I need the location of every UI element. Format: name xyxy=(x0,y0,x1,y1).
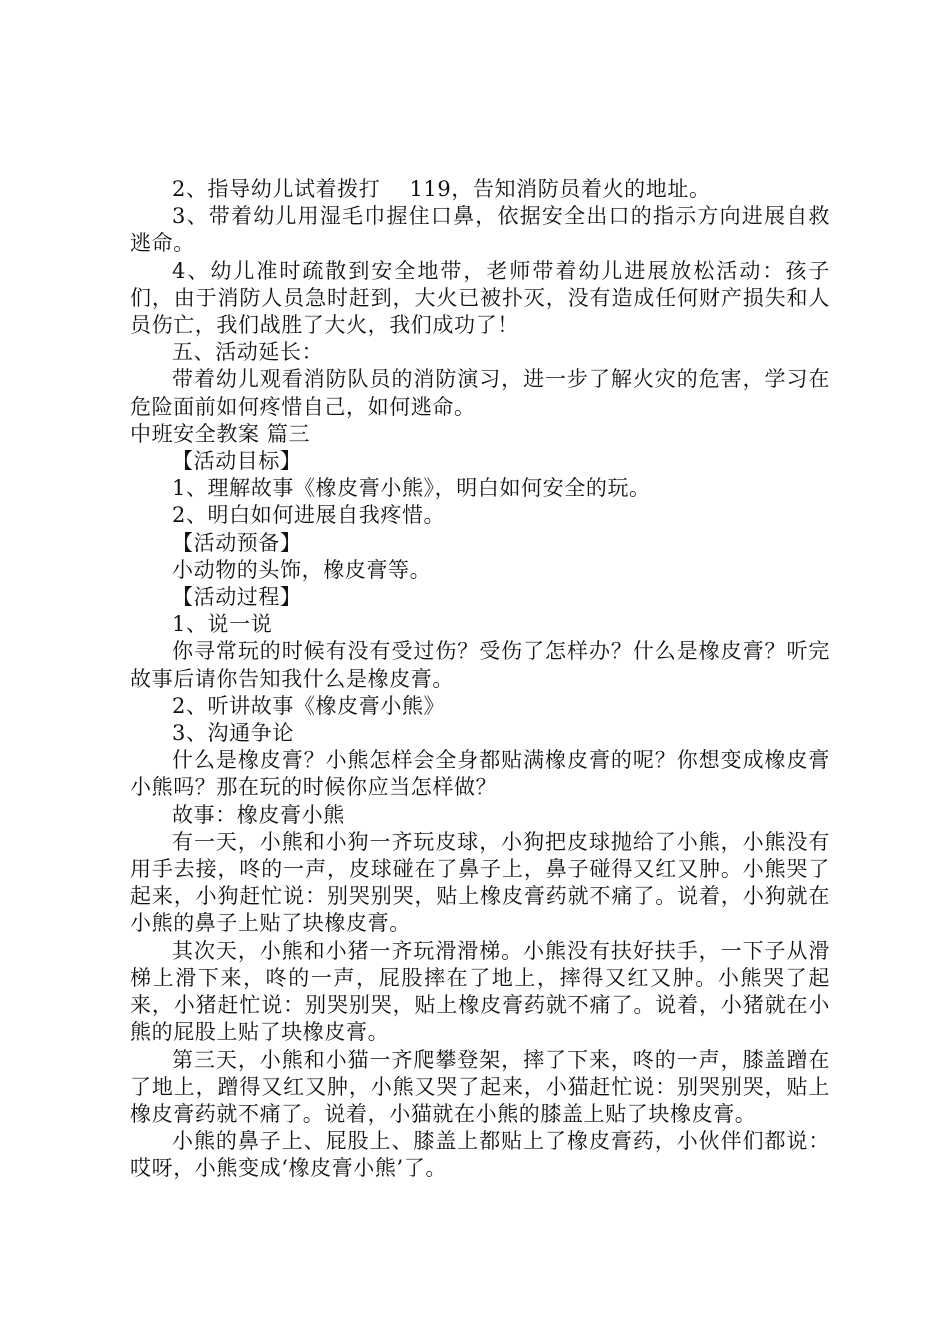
process-step-3-questions: 什么是橡皮膏？小熊怎样会全身都贴满橡皮膏的呢？你想变成橡皮膏小熊吗？那在玩的时候你应当怎样做？ xyxy=(130,748,830,800)
preparation-materials: 小动物的头饰，橡皮膏等。 xyxy=(172,557,432,582)
paragraph-evacuation-relax: 4、幼儿准时疏散到安全地带，老师带着幼儿进展放松活动：孩子们，由于消防人员急时赶到，大火已被扑灭，没有造成任何财产损失和人员伤亡，我们战胜了大火，我们成功了！ xyxy=(130,258,830,338)
goal-item-2: 2、明白如何进展自我疼惜。 xyxy=(172,503,446,528)
paragraph-call-119: 2、指导幼儿试着拨打 119，告知消防员着火的地址。 xyxy=(172,177,711,201)
process-step-2: 2、听讲故事《橡皮膏小熊》 xyxy=(172,693,446,718)
section-heading-preparation: 【活动预备】 xyxy=(172,530,302,555)
story-title: 故事：橡皮膏小熊 xyxy=(172,802,345,827)
story-paragraph-4: 小熊的鼻子上、屁股上、膝盖上都贴上了橡皮膏药，小伙伴们都说：哎呀，小熊变成‘橡皮膏小熊’了。 xyxy=(130,1129,830,1181)
paragraph-wet-towel-escape: 3、带着幼儿用湿毛巾握住口鼻，依据安全出口的指示方向进展自救逃命。 xyxy=(130,204,830,256)
story-paragraph-1: 有一天，小熊和小狗一齐玩皮球，小狗把皮球抛给了小熊，小熊没有用手去接，咚的一声，皮球碰在了鼻子上，鼻子碰得又红又肿。小熊哭了起来，小狗赶忙说：别哭别哭，贴上橡皮膏药就不痛了。说着，小狗就在小熊的鼻子上贴了块橡皮膏。 xyxy=(130,829,830,936)
story-paragraph-3: 第三天，小熊和小猫一齐爬攀登架，摔了下来，咚的一声，膝盖蹭在了地上，蹭得又红又肿，小熊又哭了起来，小猫赶忙说：别哭别哭，贴上橡皮膏药就不痛了。说着，小猫就在小熊的膝盖上贴了块橡皮膏。 xyxy=(130,1047,830,1126)
section-heading-extension: 五、活动延长： xyxy=(172,340,324,365)
document-body xyxy=(130,176,830,1183)
paragraph-fire-drill: 带着幼儿观看消防队员的消防演习，进一步了解火灾的危害，学习在危险面前如何疼惜自己，如何逃命。 xyxy=(130,367,830,419)
process-step-1-questions: 你寻常玩的时候有没有受过伤？受伤了怎样办？什么是橡皮膏？听完故事后请你告知我什么是橡皮膏。 xyxy=(130,639,830,691)
goal-item-1: 1、理解故事《橡皮膏小熊》，明白如何安全的玩。 xyxy=(172,476,651,501)
story-paragraph-2: 其次天，小熊和小猪一齐玩滑滑梯。小熊没有扶好扶手，一下子从滑梯上滑下来，咚的一声，屁股摔在了地上，摔得又红又肿。小熊哭了起来，小猪赶忙说：别哭别哭，贴上橡皮膏药就不痛了。说着，小猪就在小熊的屁股上贴了块橡皮膏。 xyxy=(130,938,830,1045)
section-heading-goals: 【活动目标】 xyxy=(172,449,302,474)
section-heading-process: 【活动过程】 xyxy=(172,585,302,610)
lesson-title-part-three: 中班安全教案 篇三 xyxy=(130,421,311,446)
process-step-3: 3、沟通争论 xyxy=(172,721,294,746)
process-step-1: 1、说一说 xyxy=(172,612,273,637)
